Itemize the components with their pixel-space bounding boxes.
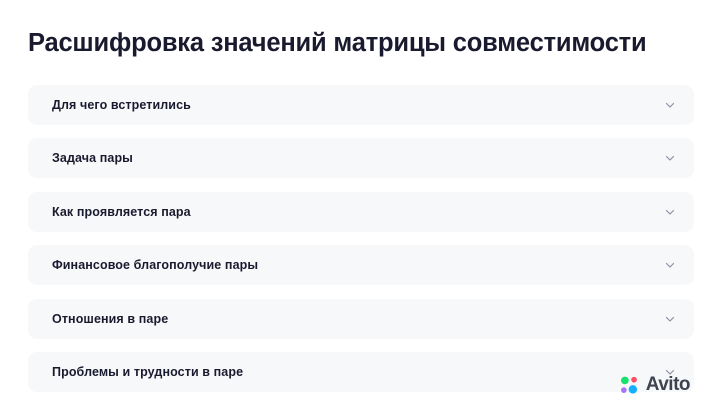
accordion-item-label: Проблемы и трудности в паре (52, 365, 244, 380)
chevron-down-icon[interactable] (664, 206, 676, 218)
chevron-down-icon[interactable] (664, 313, 676, 325)
accordion-item-5[interactable] (28, 352, 694, 392)
page-title: Расшифровка значений матрицы совместимости (28, 29, 647, 57)
left-margin (0, 0, 22, 408)
accordion-item-4[interactable] (28, 299, 694, 339)
accordion-item-label: Для чего встретились (52, 97, 191, 112)
page-content (22, 0, 698, 408)
accordion-item-label: Как проявляется пара (52, 204, 191, 219)
chevron-down-icon[interactable] (664, 259, 676, 271)
right-margin (698, 0, 720, 408)
avito-watermark-text: Avito (645, 374, 690, 395)
chevron-down-icon[interactable] (664, 99, 676, 111)
accordion-item-1[interactable] (28, 138, 694, 178)
accordion-item-2[interactable] (28, 192, 694, 232)
accordion-item-3[interactable] (28, 245, 694, 285)
accordion-item-label: Отношения в паре (52, 311, 169, 326)
chevron-down-icon[interactable] (664, 152, 676, 164)
chevron-down-icon[interactable] (664, 366, 676, 378)
accordion-item-0[interactable] (28, 85, 694, 125)
accordion-item-label: Финансовое благополучие пары (52, 258, 259, 273)
accordion-item-label: Задача пары (52, 151, 133, 166)
accordion-list (22, 85, 698, 393)
